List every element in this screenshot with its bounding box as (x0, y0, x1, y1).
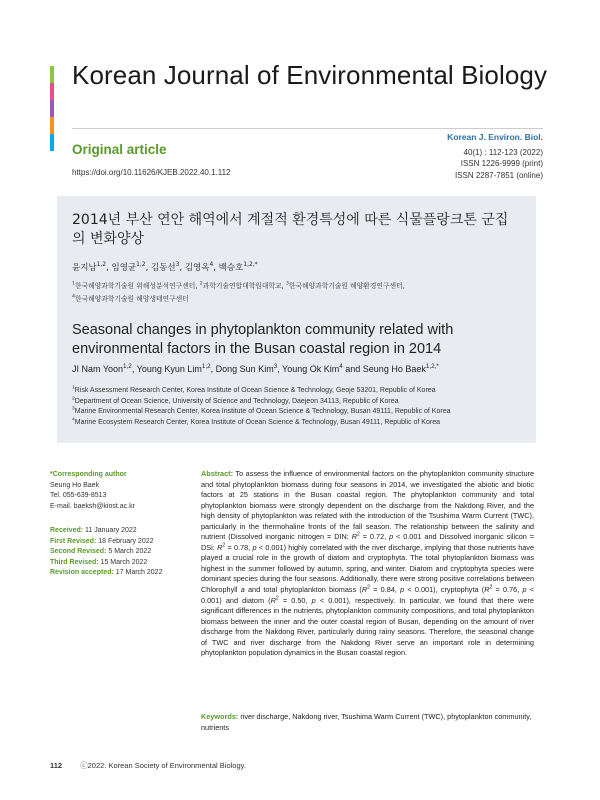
date-line: Third Revised: 15 March 2022 (50, 558, 148, 566)
author-name: 임영균 (111, 263, 137, 273)
korean-affiliation: 한국해양과학기술원 해양환경연구센터, (288, 282, 405, 290)
affiliation-line: $^1$Risk Assessment Research Center, Korea Institute of Ocean Science & Technology, Geoje 53201, Republic of Korea (72, 385, 436, 394)
color-bar-segment (50, 134, 54, 151)
author-name: Young Ok Kim (282, 364, 340, 374)
affiliation-line: $^2$Department of Ocean Science, University of Science and Technology, Daejeon 34113, Republic of Korea (72, 396, 399, 405)
author-name: Young Kyun Lim (136, 364, 202, 374)
date-line: Revision accepted: 17 March 2022 (50, 569, 163, 576)
author-superscript: 3 (273, 363, 278, 370)
corresponding-name: Seung Ho Baek (50, 481, 100, 489)
author-superscript: 1,2 (123, 363, 132, 370)
keywords (201, 711, 541, 733)
volume-pages: 40(1) : 112-123 (2022) (463, 147, 543, 157)
korean-authors: 윤지남$^{1,2}$, 임영균$^{1,2}$, 김동선$^3$, 김영옥$^4$, 백승호$^{1,2,*}$ (72, 261, 258, 273)
sidebar-info (50, 470, 190, 579)
korean-affiliation: 한국해양과학기술원 위해성분석연구센터, (75, 282, 198, 290)
page-number: 112 (50, 761, 63, 770)
affiliation-line: $^3$Marine Environmental Research Center, Korea Institute of Ocean Science & Technology, Busan 49111, Republic of Korea (72, 406, 451, 415)
author-name: 김동선 (151, 263, 176, 273)
author-superscript: 1,2,* (243, 261, 258, 269)
header-divider (72, 128, 543, 129)
english-authors: JI Nam Yoon$^{1,2}$, Young Kyun Lim$^{1,2}$, Dong Sun Kim$^3$, Young Ok Kim$^4$ and Seung Ho Baek$^{1,2,*}$ (72, 363, 439, 374)
corresponding-email[interactable]: E-mail. baeksh@kiost.ac.kr (50, 502, 135, 510)
date-line: Received: 11 January 2022 (50, 527, 137, 534)
korean-affiliation: 한국해양과학기술원 해양생태연구센터 (75, 295, 189, 303)
author-name: 김영옥 (184, 263, 210, 273)
korean-affiliations: $^1$한국해양과학기술원 위해성분석연구센터, $^2$과학기술연합대학원대학교, $^3$한국해양과학기술원 해양환경연구센터, $^4$한국해양과학기술원 해양생태연구센터 (72, 281, 405, 303)
author-superscript: 1,2,* (425, 363, 439, 370)
author-superscript: 1,2 (201, 363, 211, 370)
color-bar-segment (50, 100, 54, 117)
corresponding-heading: *Corresponding author (50, 471, 127, 478)
journal-color-bar (50, 66, 54, 151)
author-name: JI Nam Yoon (72, 364, 124, 374)
affiliation-line: $^4$Marine Ecosystem Research Center, Korea Institute of Ocean Science & Technology, Busan 49111, Republic of Korea (72, 417, 440, 426)
copyright: ⓒ2022. Korean Society of Environmental Biology. (80, 761, 246, 770)
issn-print: ISSN 1226-9999 (print) (460, 159, 543, 168)
keywords-label: Keywords: (201, 712, 239, 721)
citation-block (447, 132, 543, 181)
color-bar-segment (50, 83, 54, 100)
keywords-text: river discharge, Nakdong river, Tsushima Warm Current (TWC), phytoplankton community, nutrients (201, 712, 532, 732)
article-type: Original article (72, 142, 167, 157)
journal-title: Korean Journal of Environmental Biology (72, 60, 548, 90)
english-affiliations (72, 386, 532, 428)
author-name: Dong Sun Kim (215, 364, 274, 374)
abstract: Abstract: To assess the influence of environmental factors on the phytoplankton community structure and total phytoplankton biomass during four seasons in 2014, we investigated the abiotic and biotic factors at 25 stations in the Busan coastal region. The phytoplankton community and total phytoplankton biomass were strongly dependent on the discharge from the Nakdong River, and the high density of phytoplankton was related with the introduction of the Tsushima Warm Current (TWC), particularly in the thermohaline fronts of the fall season. The relationship between the salinity and nutrient (Dissolved inorganic nitrogen = DIN: $R^2 = 0.72$, p < 0.001 and Dissolved inorganic silicon = DSi: $R^2 = 0.78$, p < 0.001) highly correlated with the river discharge, implying that those nutrients have played a crucial role in the growth of diatom and cryptophyta. The total phytoplankton biomass was highest in the summer followed by autumn, spring, and winter. Diatom and cryptophyta species were dominant species during the four seasons. Additionally, there were strong positive correlations between Chlorophyll a and total phytoplankton biomass ($R^2 = 0.84$, p < 0.001), cryptophyta ($R^2 = 0.76$, p < 0.001) and diatom ($R^2 = 0.50$, p < 0.001), respectively. In particular, we found that there were significant differences in the nutrients, phytoplankton community compositions, and total phytoplankton biomass between the inner and the outer coastal region of Busan, depending on the amount of river discharge from the Nakdong River, particularly during rainy seasons. Therefore, the seasonal change of TWC and river discharge from the Nakdong River serve an important role in determining phytoplankton population dynamics in the Busan coastal region. (201, 469, 535, 658)
issn-online: ISSN 2287-7851 (online) (454, 170, 543, 180)
abstract-label: Abstract: (201, 469, 234, 478)
author-name: 백승호 (218, 263, 244, 273)
corresponding-tel: Tel. 055-639-8513 (50, 492, 107, 499)
color-bar-segment (50, 66, 54, 83)
author-superscript: 4 (339, 363, 343, 370)
korean-title: 2014년 부산 연안 해역에서 계절적 환경특성에 따른 식물플랑크톤 군집의 변화양상 (72, 212, 509, 247)
history-dates (50, 526, 190, 579)
journal-abbreviation: Korean J. Environ. Biol. (447, 132, 543, 142)
author-name: 윤지남 (72, 263, 97, 273)
author-superscript: 1,2 (96, 261, 107, 269)
author-superscript: 1,2 (136, 261, 146, 269)
author-superscript: 3 (175, 261, 180, 269)
author-name: Seung Ho Baek (362, 364, 426, 374)
color-bar-segment (50, 117, 54, 134)
english-title: Seasonal changes in phytoplankton community related with environmental factors in the Busan coastal region in 2014 (72, 322, 454, 357)
page-footer (50, 760, 246, 771)
doi-link[interactable]: https://doi.org/10.11626/KJEB.2022.40.1.112 (72, 168, 231, 177)
date-line: Second Revised: 5 March 2022 (50, 548, 152, 555)
date-line: First Revised: 18 February 2022 (50, 537, 154, 545)
korean-affiliation: 과학기술연합대학원대학교, (202, 282, 284, 290)
author-superscript: 4 (209, 261, 214, 269)
